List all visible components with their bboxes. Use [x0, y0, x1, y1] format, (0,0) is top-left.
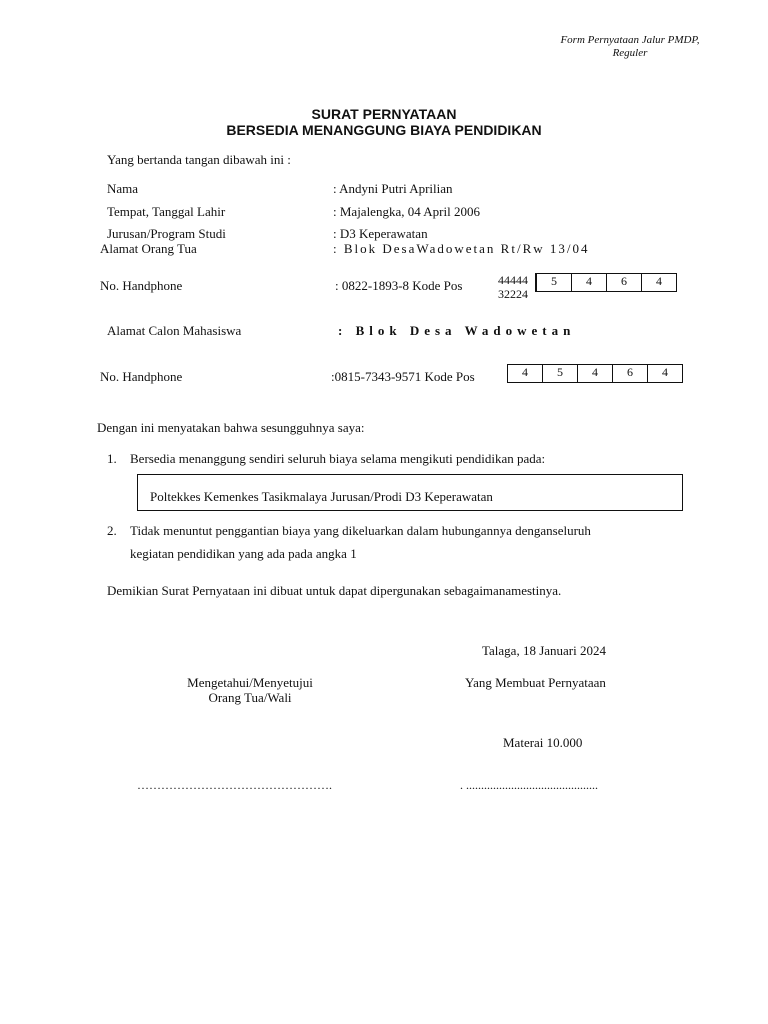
- kodepos2-boxes: [507, 364, 683, 383]
- item1-text: Bersedia menanggung sendiri seluruh biaya selama mengikuti pendidikan pada:: [130, 451, 546, 466]
- signer-right: Yang Membuat Pernyataan: [465, 675, 606, 690]
- institution-box: [137, 474, 683, 511]
- kodepos2-box: 5: [543, 365, 578, 383]
- kodepos1-boxes: [535, 273, 677, 292]
- ttl-label: Tempat, Tanggal Lahir: [107, 204, 226, 219]
- hp1-value: : 0822-1893-8 Kode Pos: [335, 278, 463, 293]
- item2-line1: Tidak menuntut penggantian biaya yang dikeluarkan dalam hubungannya denganseluruh: [130, 523, 591, 538]
- hp2-value: :0815-7343-9571 Kode Pos: [331, 369, 475, 384]
- form-label: [540, 34, 720, 60]
- kodepos1-bottom: 32224: [498, 287, 528, 301]
- signature-line-right: . ............................................: [460, 778, 598, 792]
- statement-intro: Dengan ini menyatakan bahwa sesungguhnya saya:: [97, 420, 365, 435]
- kodepos1-stack: [498, 273, 528, 301]
- signer-left: [150, 675, 350, 705]
- kodepos2-box: 4: [578, 365, 613, 383]
- kodepos1-box: 4: [572, 274, 607, 292]
- kodepos1-box: 6: [607, 274, 642, 292]
- form-label-line2: Reguler: [612, 47, 648, 59]
- jurusan-label: Jurusan/Program Studi: [107, 226, 226, 241]
- signer-left-line2: Orang Tua/Wali: [208, 690, 292, 705]
- item2-number: 2.: [107, 523, 117, 538]
- kodepos1-top: 44444: [498, 273, 528, 287]
- kodepos1-box: 4: [642, 274, 677, 292]
- kodepos2-box: 6: [613, 365, 648, 383]
- item1-number: 1.: [107, 451, 117, 466]
- jurusan-value: : D3 Keperawatan: [333, 226, 428, 241]
- materai-label: Materai 10.000: [503, 735, 583, 750]
- nama-label: Nama: [107, 181, 139, 196]
- signer-left-line1: Mengetahui/Menyetujui: [187, 675, 313, 690]
- place-date: Talaga, 18 Januari 2024: [482, 643, 606, 658]
- alamat-mhs-label: Alamat Calon Mahasiswa: [107, 323, 242, 338]
- item2-line2: kegiatan pendidikan yang ada pada angka 1: [130, 546, 357, 561]
- ttl-value: : Majalengka, 04 April 2006: [333, 204, 480, 219]
- alamat-mhs-value: : Blok Desa Wadowetan: [338, 323, 576, 338]
- kodepos1-box: 5: [537, 274, 572, 292]
- hp2-label: No. Handphone: [100, 369, 183, 384]
- alamat-ortu-value: : Blok DesaWadowetan Rt/Rw 13/04: [333, 241, 590, 256]
- closing-text: Demikian Surat Pernyataan ini dibuat untuk dapat dipergunakan sebagaimanamestinya.: [107, 583, 562, 598]
- institution-name: Poltekkes Kemenkes Tasikmalaya Jurusan/Prodi D3 Keperawatan: [150, 489, 493, 504]
- intro-text: Yang bertanda tangan dibawah ini :: [107, 152, 291, 167]
- kodepos2-box: 4: [508, 365, 543, 383]
- nama-value: : Andyni Putri Aprilian: [333, 181, 453, 196]
- alamat-ortu-label: Alamat Orang Tua: [100, 241, 197, 256]
- document-title: [0, 106, 768, 138]
- title-line1: SURAT PERNYATAAN: [311, 106, 457, 122]
- form-label-line1: Form Pernyataan Jalur PMDP,: [560, 34, 700, 46]
- kodepos2-box: 4: [648, 365, 683, 383]
- title-line2: BERSEDIA MENANGGUNG BIAYA PENDIDIKAN: [226, 122, 542, 138]
- signature-line-left: ………………………………………….: [137, 778, 332, 792]
- hp1-label: No. Handphone: [100, 278, 183, 293]
